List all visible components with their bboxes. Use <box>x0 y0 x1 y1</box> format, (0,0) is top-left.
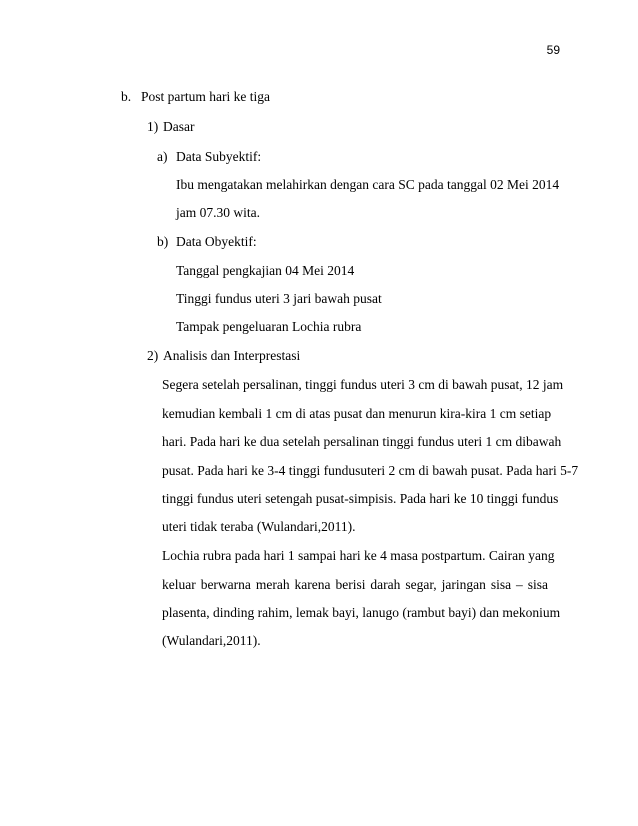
para2-line-3: plasenta, dinding rahim, lemak bayi, lanugo (rambut bayi) dan mekonium <box>162 605 561 620</box>
item1b-marker: b) <box>157 234 169 249</box>
item2-title: Analisis dan Interprestasi <box>163 348 301 363</box>
objective-line-1: Tanggal pengkajian 04 Mei 2014 <box>176 263 355 278</box>
subjective-line-1: Ibu mengatakan melahirkan dengan cara SC pada tanggal 02 Mei 2014 <box>176 177 560 192</box>
section-b-marker: b. <box>121 89 132 104</box>
para1-line-5: tinggi fundus uteri setengah pusat-simpisis. Pada hari ke 10 tinggi fundus <box>162 491 559 506</box>
item1a-title: Data Subyektif: <box>176 149 262 164</box>
para1-line-6: uteri tidak teraba (Wulandari,2011). <box>162 519 356 534</box>
para2-line-2: keluar berwarna merah karena berisi darah segar, jaringan sisa – sisa <box>162 577 548 592</box>
para1-line-4: pusat. Pada hari ke 3-4 tinggi fundusuteri 2 cm di bawah pusat. Pada hari 5-7 <box>162 463 579 478</box>
section-b-title: Post partum hari ke tiga <box>141 89 270 104</box>
item1-heading <box>147 119 194 135</box>
para1-line-1: Segera setelah persalinan, tinggi fundus uteri 3 cm di bawah pusat, 12 jam <box>162 377 564 392</box>
section-b-heading <box>121 89 270 105</box>
para2-line-4: (Wulandari,2011). <box>162 633 261 648</box>
page-number: 59 <box>546 43 560 57</box>
item2-marker: 2) <box>147 348 159 363</box>
item1b-heading <box>157 234 257 250</box>
subjective-line-2: jam 07.30 wita. <box>176 205 260 220</box>
objective-line-3: Tampak pengeluaran Lochia rubra <box>176 319 362 334</box>
para1-line-3: hari. Pada hari ke dua setelah persalinan tinggi fundus uteri 1 cm dibawah <box>162 434 562 449</box>
item1a-heading <box>157 149 261 165</box>
item2-heading <box>147 348 300 364</box>
item1a-marker: a) <box>157 149 168 164</box>
objective-line-2: Tinggi fundus uteri 3 jari bawah pusat <box>176 291 382 306</box>
item1-title: Dasar <box>163 119 195 134</box>
item1-marker: 1) <box>147 119 159 134</box>
para2-line-1: Lochia rubra pada hari 1 sampai hari ke 4 masa postpartum. Cairan yang <box>162 548 555 563</box>
para1-line-2: kemudian kembali 1 cm di atas pusat dan menurun kira-kira 1 cm setiap <box>162 406 552 421</box>
item1b-title: Data Obyektif: <box>176 234 257 249</box>
